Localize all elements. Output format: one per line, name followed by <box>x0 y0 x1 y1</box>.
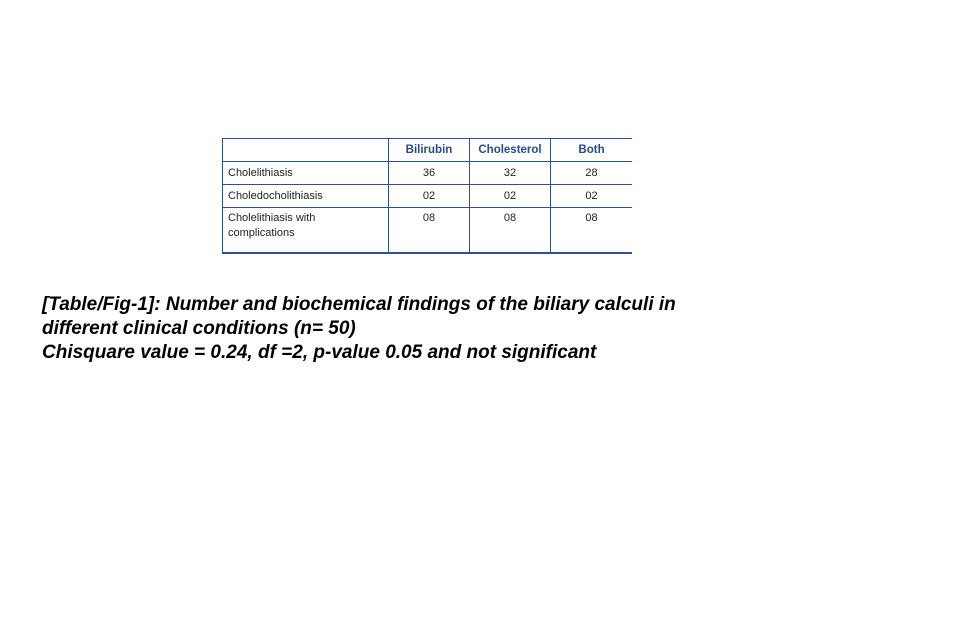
cell-bilirubin: 02 <box>389 185 470 208</box>
table-row <box>223 185 633 208</box>
header-bilirubin: Bilirubin <box>389 139 470 162</box>
findings-table <box>222 138 632 254</box>
table-header-row <box>223 139 633 162</box>
header-cholesterol: Cholesterol <box>470 139 551 162</box>
cell-both: 08 <box>551 208 633 254</box>
header-both: Both <box>551 139 633 162</box>
caption-line-2: different clinical conditions (n= 50) <box>42 318 356 339</box>
table-caption <box>42 293 902 365</box>
cell-cholesterol: 08 <box>470 208 551 254</box>
cell-bilirubin: 08 <box>389 208 470 254</box>
cell-both: 28 <box>551 162 633 185</box>
row-label-complications <box>223 208 389 254</box>
caption-line-1: [Table/Fig-1]: Number and biochemical findings of the biliary calculi in <box>42 294 676 315</box>
row-label-cholelithiasis: Cholelithiasis <box>223 162 389 185</box>
header-corner-cell <box>223 139 389 162</box>
row-label-choledocholithiasis: Choledocholithiasis <box>223 185 389 208</box>
row-label-line1: Cholelithiasis with <box>228 212 316 224</box>
findings-table-container <box>222 138 632 254</box>
cell-both: 02 <box>551 185 633 208</box>
cell-bilirubin: 36 <box>389 162 470 185</box>
row-label-line2: complications <box>228 227 295 239</box>
caption-statistics-line: Chisquare value = 0.24, df =2, p-value 0.05 and not significant <box>42 342 597 363</box>
table-row <box>223 208 633 254</box>
table-row <box>223 162 633 185</box>
cell-cholesterol: 32 <box>470 162 551 185</box>
cell-cholesterol: 02 <box>470 185 551 208</box>
